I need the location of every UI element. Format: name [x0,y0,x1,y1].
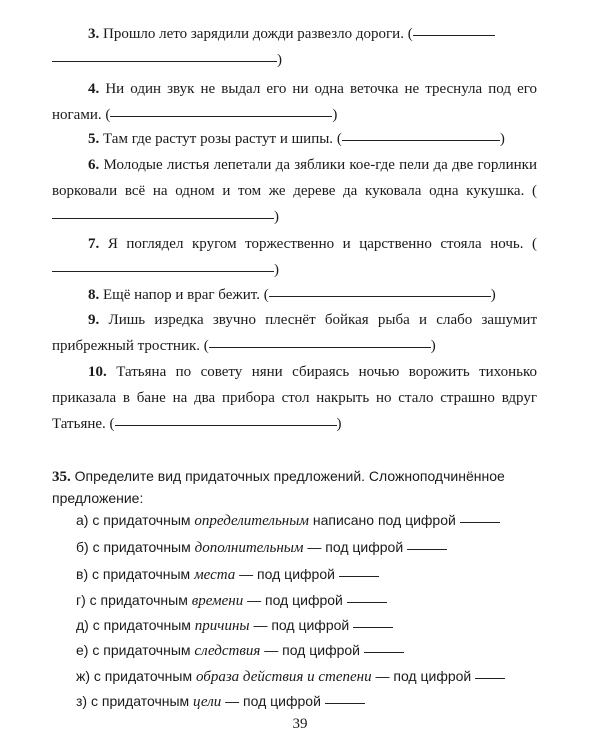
answer-blank[interactable] [339,575,379,577]
option-suffix: — под цифрой [375,668,472,684]
clause-type: цели [193,694,222,710]
option-suffix: — под цифрой [247,592,343,608]
sentence-text: Татьяна по совету няни сбираясь ночью ворожить тихонько приказала в бане на два прибора стол накрыть но стало страшно вдруг Татьяне. [52,364,537,432]
sentence-number: 5. [88,131,100,147]
option-v [76,563,379,586]
option-d [76,614,393,637]
option-suffix: — под цифрой [239,566,335,582]
answer-blank[interactable] [342,139,500,141]
option-letter: а) [76,512,89,528]
answer-blank[interactable] [269,295,491,297]
sentence-text: Ни один звук не выдал его ни одна веточка не треснула под его ногами. [52,81,538,123]
option-letter: б) [76,539,89,555]
option-b [76,536,447,559]
clause-type: причины [194,618,250,634]
sentence-10: 10. Татьяна по совету няни сбираясь ночью ворожить тихонько приказала в бане на два прибора стол накрыть но стало страшно вдруг Татьяне. ( ) [52,364,537,432]
task-35-instruction [52,466,542,509]
option-prefix: с придаточным [92,617,191,633]
option-letter: з) [76,693,88,709]
clause-type: образа действия и степени [195,669,372,685]
sentence-number: 3. [88,26,100,42]
clause-type: определительным [194,513,309,529]
sentence-text: Там где растут розы растут и шипы. [103,131,334,147]
answer-blank[interactable] [52,217,274,219]
sentence-text: Прошло лето зарядили дожди развезло дороги. [103,26,404,42]
option-suffix: написано под цифрой [312,512,456,528]
answer-blank[interactable] [364,651,404,653]
sentence-6: 6. Молодые листья лепетали да зяблики кое-где пели да две горлинки ворковали всё на одном и том же дереве да куковала одна кукушка. () [52,157,537,225]
option-letter: ж) [76,668,91,684]
option-letter: в) [76,566,89,582]
option-g [76,589,387,612]
answer-blank[interactable] [325,702,365,704]
option-zh [76,665,505,688]
option-prefix: с придаточным [90,693,190,709]
sentence-number: 8. [88,287,100,303]
answer-blank[interactable] [52,270,274,272]
answer-blank[interactable] [413,34,495,36]
option-suffix: — под цифрой [253,617,350,633]
sentence-text: Молодые листья лепетали да зяблики кое-где пели да две горлинки ворковали всё на одном и том же дереве да куковала одна кукушка. [52,157,537,199]
option-z [76,690,365,713]
sentence-4: 4. Ни один звук не выдал его ни одна веточка не треснула под его ногами. ( ) [52,81,538,123]
option-letter: е) [76,642,89,658]
clause-type: места [194,567,236,583]
clause-type: дополнительным [194,540,304,556]
sentence-text: Ещё напор и враг бежит. [103,287,260,303]
task-number: 35. [52,469,71,485]
sentence-number: 9. [88,312,100,328]
answer-blank[interactable] [115,424,337,426]
answer-blank[interactable] [475,677,505,679]
option-letter: г) [76,592,86,608]
option-prefix: с придаточным [92,512,191,528]
sentence-7: 7. Я поглядел кругом торжественно и царственно стояла ночь. () [52,231,537,283]
option-prefix: с придаточным [92,539,191,555]
page-number: 39 [292,716,308,732]
sentence-3: 3. Прошло лето зарядили дожди развезло дороги. ( ) [52,21,537,73]
task-instruction: Определите вид придаточных предложений. Сложноподчинённое предложение: [52,468,505,506]
answer-blank[interactable] [52,60,277,62]
option-e [76,639,404,662]
option-suffix: — под цифрой [307,539,404,555]
option-prefix: с придаточным [92,566,191,582]
clause-type: следствия [194,643,261,659]
option-prefix: с придаточным [89,592,188,608]
sentence-number: 4. [88,81,100,97]
answer-blank[interactable] [347,601,387,603]
answer-blank[interactable] [407,548,447,550]
sentence-5: 5. Там где растут розы растут и шипы. ( ) [88,131,505,147]
option-prefix: с придаточным [93,668,193,684]
clause-type: времени [191,593,244,609]
sentence-text: Я поглядел кругом торжественно и царственно стояла ночь. [107,236,524,252]
answer-blank[interactable] [353,626,393,628]
sentence-text: Лишь изредка звучно плеснёт бойкая рыба и слабо зашумит прибрежный тростник. [52,312,538,354]
option-suffix: — под цифрой [225,693,321,709]
sentence-number: 6. [88,157,100,173]
option-prefix: с придаточным [92,642,191,658]
answer-blank[interactable] [110,115,332,117]
option-suffix: — под цифрой [264,642,360,658]
sentence-8: 8. Ещё напор и враг бежит. ( ) [88,287,496,303]
sentence-number: 10. [88,364,107,380]
sentence-9: 9. Лишь изредка звучно плеснёт бойкая рыба и слабо зашумит прибрежный тростник. ( ) [52,312,538,354]
answer-blank[interactable] [209,346,431,348]
answer-blank[interactable] [460,521,500,523]
option-letter: д) [76,617,89,633]
sentence-number: 7. [88,236,100,252]
option-a [76,509,500,532]
